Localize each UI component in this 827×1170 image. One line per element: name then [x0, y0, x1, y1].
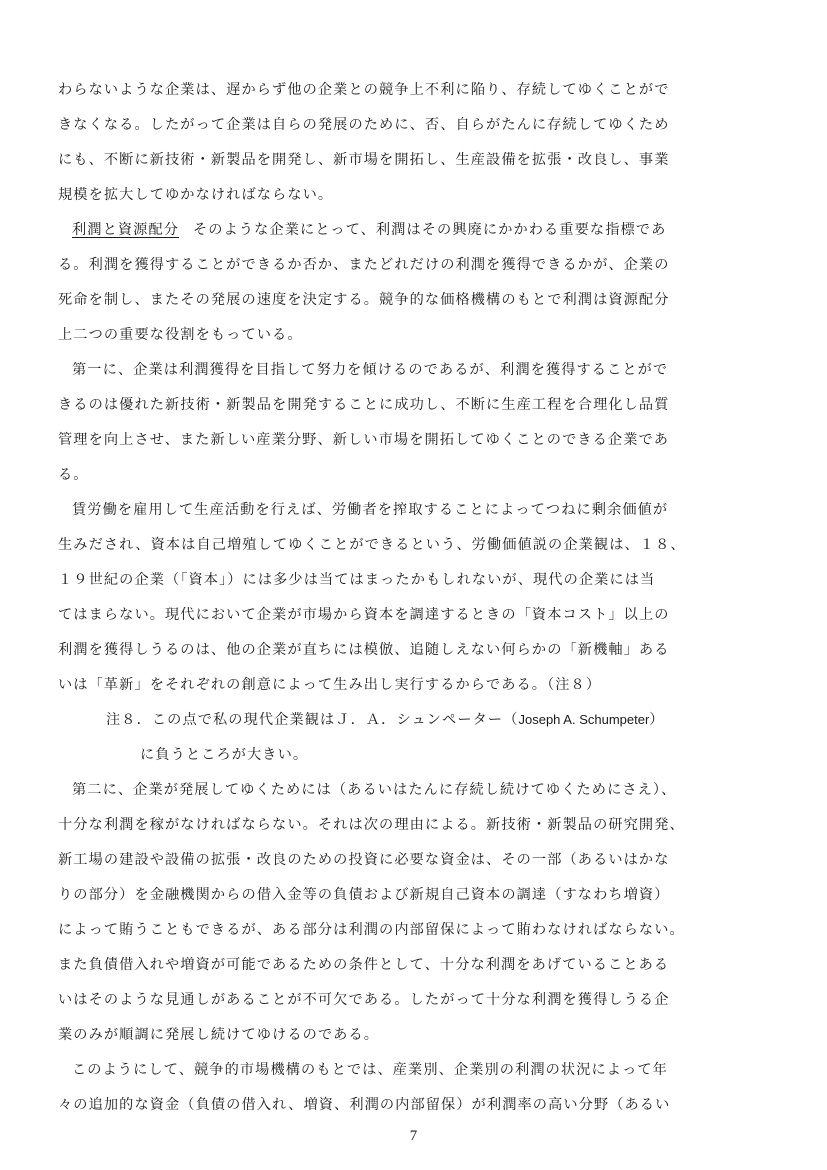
- text-line: りの部分）を金融機関からの借入金等の負債および新規自己資本の調達（すなわち増資）: [58, 887, 670, 903]
- text-line: 利潤を獲得しうるのは、他の企業が直ちには模倣、追随しえない何らかの「新機軸」ある: [58, 642, 670, 658]
- text-line: 上二つの重要な役割をもっている。: [58, 327, 303, 343]
- text-line: 管理を向上させ、また新しい産業分野、新しい市場を開拓してゆくことのできる企業であ: [58, 432, 670, 448]
- text-line: いはそのような見通しがあることが不可欠である。したがって十分な利潤を獲得しうる企: [58, 992, 670, 1008]
- footnote-line: に負うところが大きい。: [140, 747, 309, 763]
- text-line: 新工場の建設や設備の拡張・改良のための投資に必要な資金は、その一部（あるいはかな: [58, 852, 670, 868]
- text-line: きるのは優れた新技術・新製品を開発することに成功し、不断に生産工程を合理化し品質: [58, 397, 670, 413]
- text-line: きなくなる。したがって企業は自らの発展のために、否、自らがたんに存続してゆくため: [58, 117, 670, 133]
- text-line: る。: [58, 467, 89, 483]
- footnote-author: Joseph A. Schumpeter: [518, 712, 650, 727]
- text-line: 死命を制し、またその発展の速度を決定する。競争的な価格機構のもとで利潤は資源配分: [58, 292, 670, 308]
- text-line: わらないような企業は、遅からず他の企業との競争上不利に陥り、存続してゆくことがで: [58, 82, 670, 98]
- text-line: によって賄うこともできるが、ある部分は利潤の内部留保によって賄わなければならない。: [58, 922, 685, 938]
- page-number: 7: [409, 1128, 418, 1144]
- text-line: 々の追加的な資金（負債の借入れ、増資、利潤の内部留保）が利潤率の高い分野（あるい: [58, 1097, 671, 1113]
- text-line: にも、不断に新技術・新製品を開発し、新市場を開拓し、生産設備を拡張・改良し、事業: [58, 152, 670, 168]
- text-line: １９世紀の企業（「資本」）には多少は当てはまったかもしれないが、現代の企業には当: [58, 572, 656, 588]
- text-line: る。利潤を獲得することができるか否か、またどれだけの利潤を獲得できるかが、企業の: [58, 257, 670, 273]
- text-line: 第二に、企業が発展してゆくためには（あるいはたんに存続し続けてゆくためにさえ）、: [72, 782, 677, 798]
- text-line: てはまらない。現代において企業が市場から資本を調達するときの「資本コスト」以上の: [58, 607, 670, 623]
- footnote-text: 注８．この点で私の現代企業観はＪ．Ａ．シュンペーター（: [106, 712, 519, 728]
- text-line: 規模を拡大してゆかなければならない。: [58, 187, 334, 203]
- text-line: 生みだされ、資本は自己増殖してゆくことができるという、労働価値説の企業観は、１８、: [58, 537, 686, 553]
- text-line: 十分な利潤を稼がなければならない。それは次の理由による。新技術・新製品の研究開発、: [58, 817, 685, 833]
- text-line: このようにして、競争的市場機構のもとでは、産業別、企業別の利潤の状況によって年: [72, 1062, 668, 1078]
- section-first-text: そのような企業にとって、利潤はその興廃にかかわる重要な指標であ: [193, 222, 667, 238]
- footnote-close: ）: [649, 712, 665, 728]
- text-line: 第一に、企業は利潤獲得を目指して努力を傾けるのであるが、利潤を獲得することがで: [72, 362, 669, 378]
- footnote-line: [106, 710, 665, 730]
- section-first-line: [72, 220, 666, 240]
- text-line: 業のみが順調に発展し続けてゆけるのである。: [58, 1027, 380, 1043]
- text-line: また負債借入れや増資が可能であるための条件として、十分な利潤をあげていることある: [58, 957, 670, 973]
- text-line: いは「革新」をそれぞれの創意によって生み出し実行するからである。（注８）: [58, 677, 602, 693]
- text-line: 賃労働を雇用して生産活動を行えば、労働者を搾取することによってつねに剰余価値が: [72, 502, 669, 518]
- section-heading: 利潤と資源配分: [72, 222, 180, 238]
